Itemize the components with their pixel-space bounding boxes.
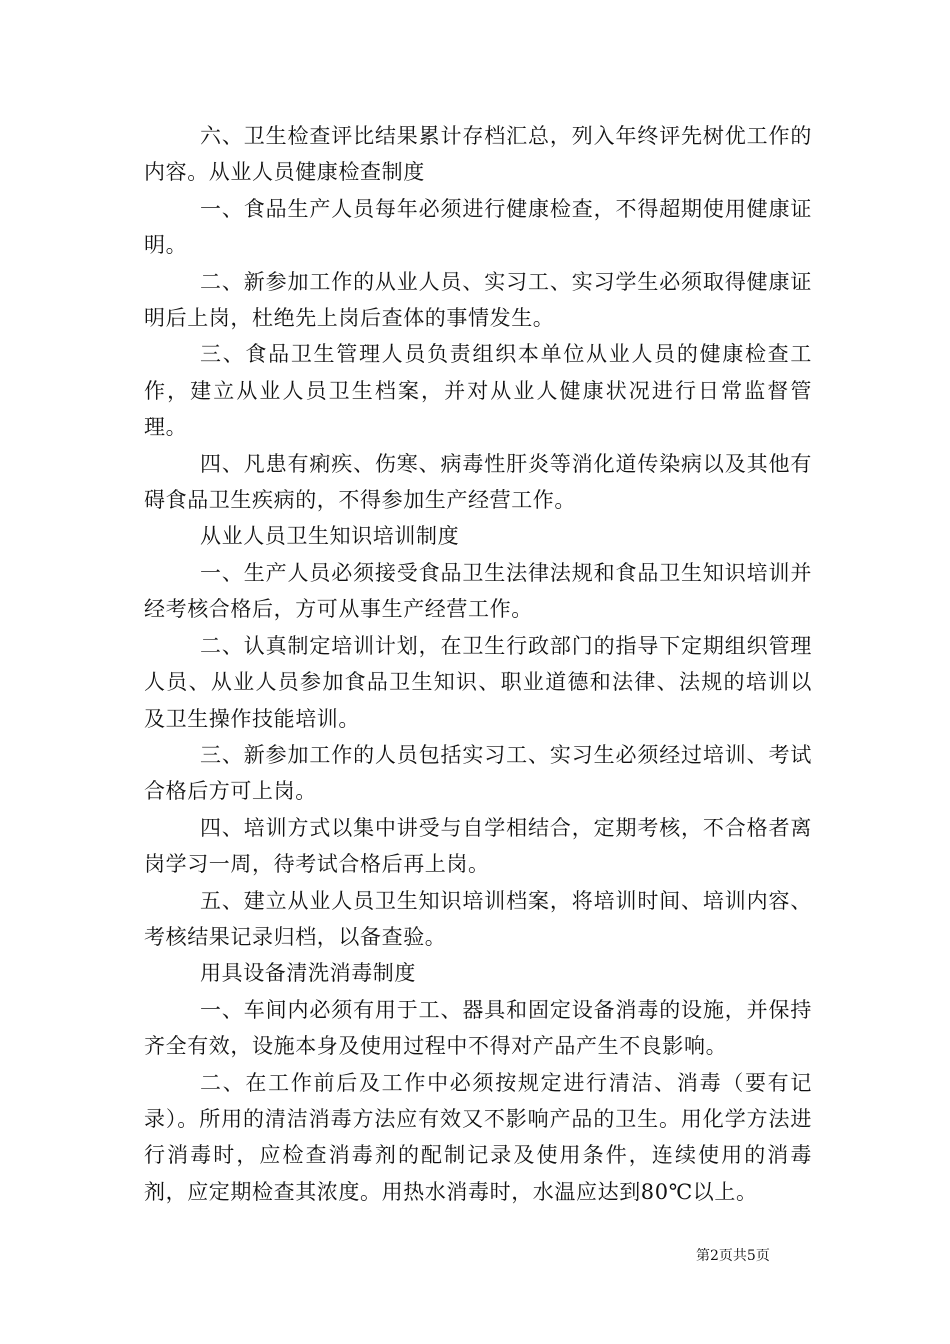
paragraph-7: 一、生产人员必须接受食品卫生法律法规和食品卫生知识培训并经考核合格后，方可从事生产经营工作。 (144, 560, 812, 622)
paragraph-4: 三、食品卫生管理人员负责组织本单位从业人员的健康检查工作，建立从业人员卫生档案，并对从业人健康状况进行日常监督管理。 (144, 342, 812, 440)
document-body (144, 118, 812, 1210)
paragraph-3: 二、新参加工作的从业人员、实习工、实习学生必须取得健康证明后上岗，杜绝先上岗后查体的事情发生。 (144, 269, 812, 331)
section-heading-training: 从业人员卫生知识培训制度 (200, 524, 460, 549)
paragraph-1: 六、卫生检查评比结果累计存档汇总，列入年终评先树优工作的内容。从业人员健康检查制度 (144, 124, 812, 185)
section-heading-cleaning: 用具设备清洗消毒制度 (200, 961, 416, 986)
paragraph-8: 二、认真制定培训计划，在卫生行政部门的指导下定期组织管理人员、从业人员参加食品卫生知识、职业道德和法律、法规的培训以及卫生操作技能培训。 (144, 633, 812, 731)
paragraph-11: 五、建立从业人员卫生知识培训档案，将培训时间、培训内容、考核结果记录归档，以备查验。 (144, 888, 812, 949)
page-number-footer: 第2页共5页 (696, 1248, 770, 1264)
paragraph-2: 一、食品生产人员每年必须进行健康检查，不得超期使用健康证明。 (144, 196, 812, 258)
paragraph-5: 四、凡患有痢疾、伤寒、病毒性肝炎等消化道传染病以及其他有碍食品卫生疾病的，不得参加生产经营工作。 (144, 451, 812, 513)
paragraph-10: 四、培训方式以集中讲受与自学相结合，定期考核，不合格者离岗学习一周，待考试合格后再上岗。 (144, 815, 812, 877)
paragraph-14: 二、在工作前后及工作中必须按规定进行清洁、消毒（要有记录）。所用的清洁消毒方法应有效又不影响产品的卫生。用化学方法进行消毒时，应检查消毒剂的配制记录及使用条件，连续使用的消毒剂，应定期检查其浓度。用热水消毒时，水温应达到80℃以上。 (144, 1070, 812, 1204)
paragraph-9: 三、新参加工作的人员包括实习工、实习生必须经过培训、考试合格后方可上岗。 (144, 742, 812, 804)
paragraph-13: 一、车间内必须有用于工、器具和固定设备消毒的设施，并保持齐全有效，设施本身及使用过程中不得对产品产生不良影响。 (144, 997, 812, 1059)
